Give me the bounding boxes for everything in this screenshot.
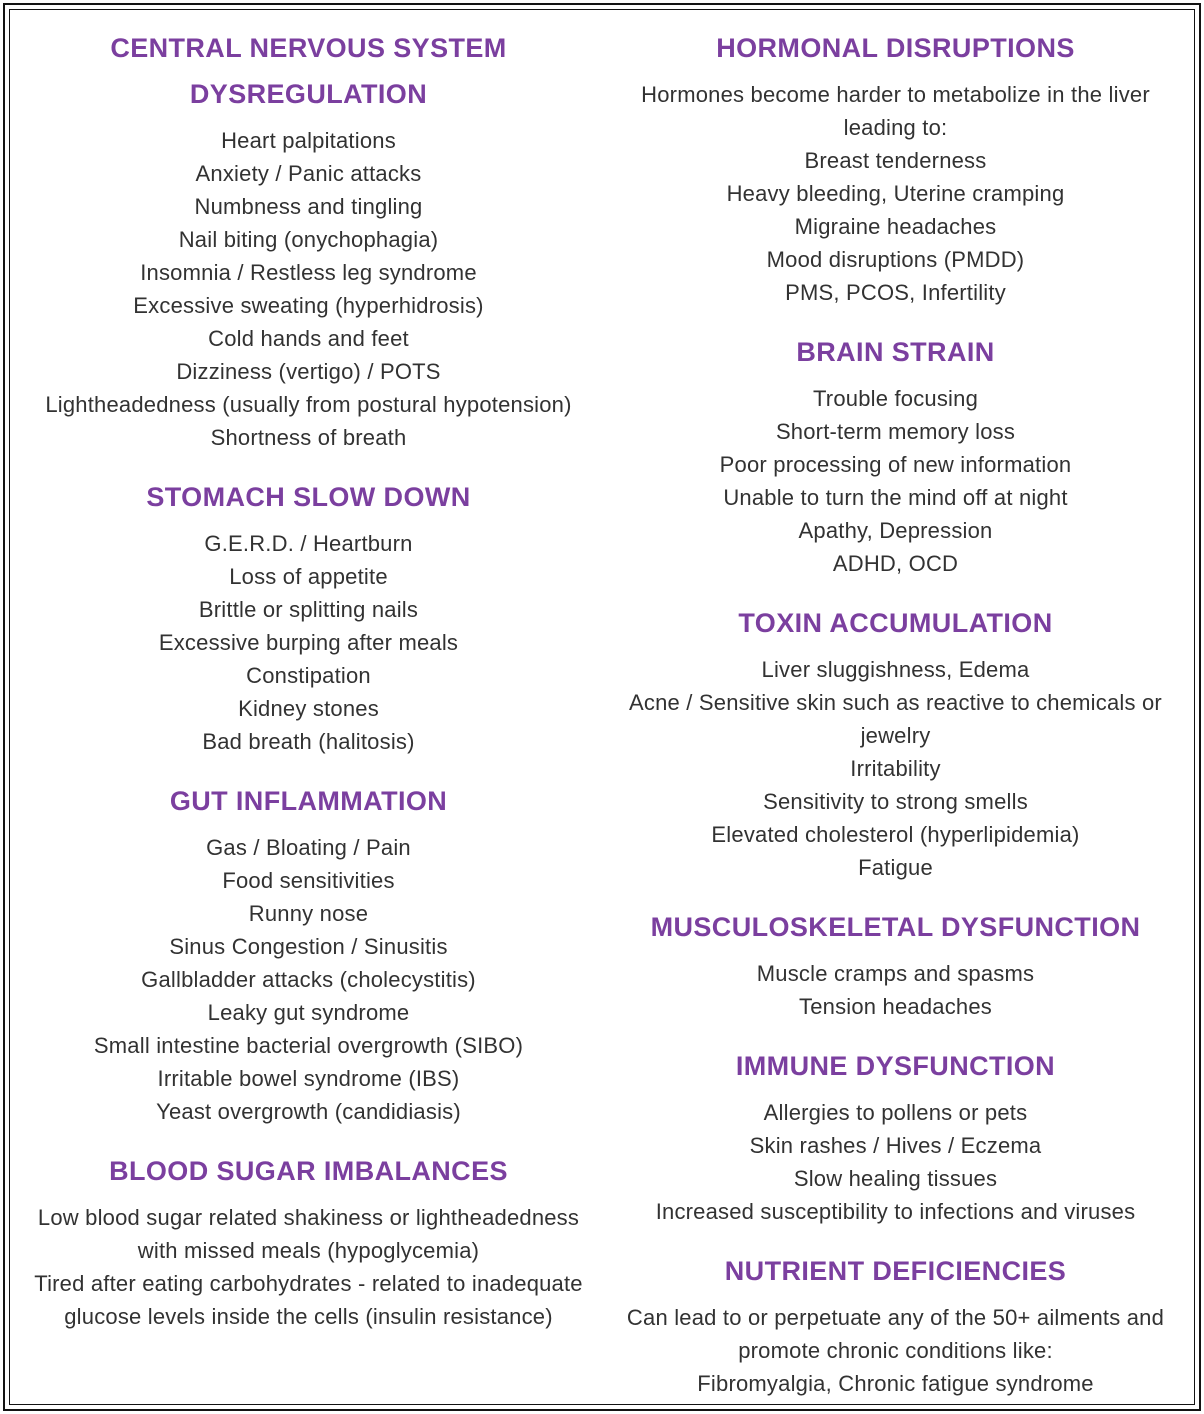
symptom-item: Food sensitivities — [222, 868, 395, 893]
symptom-item: PMS, PCOS, Infertility — [785, 280, 1006, 305]
section-title: NUTRIENT DEFICIENCIES — [724, 1256, 1067, 1286]
section-items — [616, 382, 1175, 580]
symptom-item: Fatigue — [858, 855, 933, 880]
symptom-item: Runny nose — [248, 901, 369, 926]
section-title: BLOOD SUGAR IMBALANCES — [109, 1156, 508, 1186]
section-items — [616, 653, 1175, 884]
symptom-item: Low blood sugar related shakiness or lightheadedness with missed meals (hypoglycemia) — [37, 1205, 580, 1263]
symptom-item: Nail biting (onychophagia) — [178, 227, 439, 252]
symptom-item: Allergies to pollens or pets — [763, 1100, 1028, 1125]
section-toxin-accumulation — [616, 600, 1175, 884]
section-items — [29, 1201, 588, 1333]
symptom-item: Increased susceptibility to infections and viruses — [655, 1199, 1136, 1224]
section-blood-sugar-imbalances — [29, 1148, 588, 1333]
symptom-item: Cold hands and feet — [208, 326, 409, 351]
symptom-item: Hormones become harder to metabolize in the liver leading to: — [641, 82, 1150, 140]
symptom-item: Small intestine bacterial overgrowth (SIBO) — [93, 1033, 524, 1058]
section-title: IMMUNE DYSFUNCTION — [735, 1051, 1056, 1081]
section-title: BRAIN STRAIN — [796, 337, 995, 367]
section-items — [29, 527, 588, 758]
symptom-item: Loss of appetite — [229, 564, 388, 589]
symptom-item: Short-term memory loss — [775, 419, 1016, 444]
section-stomach-slow-down — [29, 474, 588, 758]
symptom-item: Unable to turn the mind off at night — [723, 485, 1068, 510]
symptom-item: Elevated cholesterol (hyperlipidemia) — [711, 822, 1080, 847]
section-title: TOXIN ACCUMULATION — [738, 608, 1053, 638]
symptom-item: Migraine headaches — [794, 214, 997, 239]
symptom-item: Skin rashes / Hives / Eczema — [749, 1133, 1042, 1158]
section-hormonal-disruptions — [616, 25, 1175, 309]
symptom-item: Excessive burping after meals — [158, 630, 459, 655]
symptom-item: Tension headaches — [799, 994, 992, 1019]
symptom-item: Bad breath (halitosis) — [202, 729, 415, 754]
symptom-item: Mood disruptions (PMDD) — [766, 247, 1025, 272]
symptom-item: Breast tenderness — [804, 148, 987, 173]
symptom-item: G.E.R.D. / Heartburn — [204, 531, 413, 556]
symptom-item: Numbness and tingling — [194, 194, 423, 219]
section-title: CENTRAL NERVOUS SYSTEM DYSREGULATION — [110, 33, 507, 109]
symptom-item: Heavy bleeding, Uterine cramping — [726, 181, 1065, 206]
symptom-item: Constipation — [246, 663, 371, 688]
symptom-item: Leaky gut syndrome — [207, 1000, 410, 1025]
symptom-item: ADHD, OCD — [832, 551, 959, 576]
left-column — [29, 25, 588, 1333]
section-title: STOMACH SLOW DOWN — [146, 482, 471, 512]
symptom-item: Irritable bowel syndrome (IBS) — [157, 1066, 460, 1091]
symptom-item: Can lead to or perpetuate any of the 50+ ailments and promote chronic conditions like: — [626, 1305, 1165, 1363]
section-items — [616, 1096, 1175, 1228]
symptom-item: Muscle cramps and spasms — [756, 961, 1035, 986]
symptom-item: Excessive sweating (hyperhidrosis) — [133, 293, 484, 318]
section-items — [29, 831, 588, 1128]
section-title: HORMONAL DISRUPTIONS — [716, 33, 1075, 63]
symptom-item: Gallbladder attacks (cholecystitis) — [141, 967, 476, 992]
section-brain-strain — [616, 329, 1175, 580]
symptom-item: Tired after eating carbohydrates - related to inadequate glucose levels inside the cells (insulin resistance) — [34, 1271, 583, 1329]
symptom-item: Apathy, Depression — [798, 518, 993, 543]
symptom-item: Insomnia / Restless leg syndrome — [140, 260, 477, 285]
symptom-item: Lightheadedness (usually from postural hypotension) — [45, 392, 572, 417]
symptom-item: Fibromyalgia, Chronic fatigue syndrome — [697, 1371, 1094, 1396]
symptom-item: Gas / Bloating / Pain — [206, 835, 411, 860]
section-title: MUSCULOSKELETAL DYSFUNCTION — [650, 912, 1141, 942]
symptom-item: Shortness of breath — [210, 425, 407, 450]
symptom-item: Sinus Congestion / Sinusitis — [169, 934, 448, 959]
section-title: GUT INFLAMMATION — [169, 786, 448, 816]
symptom-item: Trouble focusing — [812, 386, 979, 411]
symptom-item: Sensitivity to strong smells — [763, 789, 1028, 814]
section-gut-inflammation — [29, 778, 588, 1128]
symptom-item: Brittle or splitting nails — [198, 597, 419, 622]
symptom-item: Liver sluggishness, Edema — [761, 657, 1030, 682]
section-items — [616, 78, 1175, 309]
section-items — [616, 957, 1175, 1023]
symptom-item: Yeast overgrowth (candidiasis) — [156, 1099, 461, 1124]
symptom-item: Slow healing tissues — [793, 1166, 998, 1191]
symptom-item: Anxiety / Panic attacks — [195, 161, 422, 186]
right-column — [616, 25, 1175, 1400]
symptom-item: Dizziness (vertigo) / POTS — [176, 359, 441, 384]
symptom-item: Irritability — [850, 756, 941, 781]
section-items — [616, 1301, 1175, 1400]
section-immune-dysfunction — [616, 1043, 1175, 1228]
symptom-item: Kidney stones — [238, 696, 379, 721]
section-musculoskeletal-dysfunction — [616, 904, 1175, 1023]
section-items — [29, 124, 588, 454]
symptom-item: Poor processing of new information — [719, 452, 1072, 477]
section-central-nervous-system-dysregulation — [29, 25, 588, 454]
symptom-item: Acne / Sensitive skin such as reactive to chemicals or jewelry — [629, 690, 1162, 748]
symptom-item: Heart palpitations — [221, 128, 396, 153]
section-nutrient-deficiencies — [616, 1248, 1175, 1400]
content-grid — [11, 11, 1193, 1403]
